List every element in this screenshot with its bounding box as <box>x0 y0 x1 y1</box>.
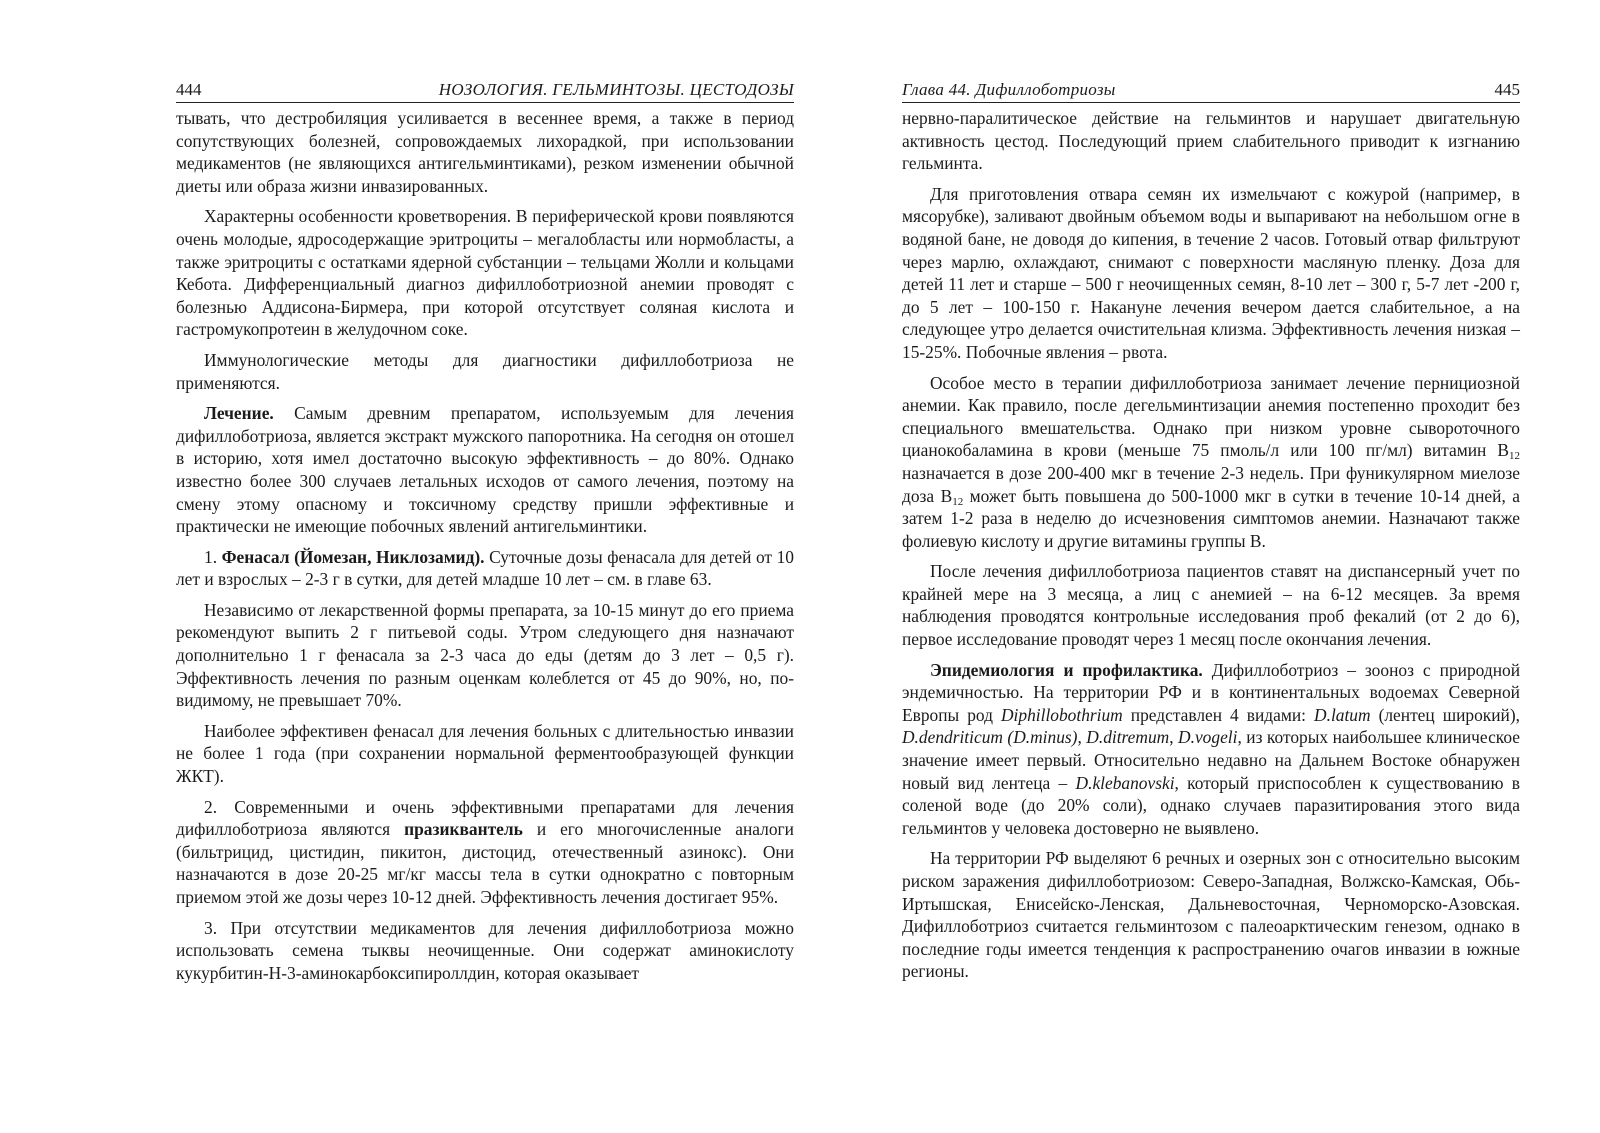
left-running-title: НОЗОЛОГИЯ. ГЕЛЬМИНТОЗЫ. ЦЕСТОДОЗЫ <box>438 80 794 99</box>
left-paragraph-3: Иммунологические методы для диагностики дифиллоботриоза не применяются. <box>176 349 794 393</box>
left-page-body <box>176 107 794 984</box>
right-paragraph-5: Эпидемиология и профилактика. Дифиллоботриоз – зооноз с природной эндемичностью. На территории РФ и в континентальных водоемах Северной Европы род Diphillobothrium представлен 4 видами: D.latum (лентец широкий), D.dendriticum (D.minus), D.ditremum, D.vogeli, из которых наибольшее клиническое значение имеет первый. Относительно недавно на Дальнем Востоке обнаружен новый вид лентеца – D.klebanovski, который приспособлен к существованию в соленой воде (до 20% соли), однако случаев паразитирования этого вида гельминтов у человека достоверно не выявлено. <box>902 659 1521 838</box>
right-page <box>902 76 1520 991</box>
left-paragraph-4: Лечение. Самым древним препаратом, используемым для лечения дифиллоботриоза, является экстракт мужского папоротника. На сегодня он отошел в историю, хотя имел достаточно высокую эффективность – до 80%. Однако известно более 300 случаев летальных исходов от самого лечения, поэтому на смену этому опасному и токсичному средству пришли эффективные и практически не имеющие побочных явлений антигельминтики. <box>176 403 794 537</box>
right-page-number: 445 <box>1494 80 1520 99</box>
right-running-head <box>902 76 1520 103</box>
right-paragraph-6: На территории РФ выделяют 6 речных и озерных зон с относительно высоким риском заражения дифиллоботриозом: Северо-Западная, Волжско-Камская, Обь-Иртышская, Енисейско-Ленская, Дальневосточная, Черноморско-Азовская. Дифиллоботриоз считается гельминтозом с палеоарктическим генезом, однако в последние годы имеется тенденция к распространению очагов инвазии в южные регионы. <box>902 848 1520 982</box>
right-paragraph-3: Особое место в терапии дифиллоботриоза занимает лечение пернициозной анемии. Как правило, после дегельминтизации анемия постепенно проходит без специального вмешательства. Однако при низком уровне сывороточного цианокобаламина в крови (меньше 75 пмоль/л или 100 пг/мл) витамин $B_{12}$ назначается в дозе 200-400 мкг в течение 2-3 недель. При фуникулярном миелозе доза $B_{12}$ может быть повышена до 500-1000 мкг в сутки в течение 10-14 дней, а затем 1-2 раза в неделю до исчезновения симптомов анемии. Назначают также фолиевую кислоту и другие витамины группы В. <box>902 372 1520 551</box>
left-page-number: 444 <box>176 80 202 99</box>
right-page-body <box>902 107 1520 983</box>
right-paragraph-1: нервно-паралитическое действие на гельминтов и нарушает двигательную активность цестод. Последующий прием слабительного приводит к изгнанию гельминта. <box>902 108 1520 174</box>
left-paragraph-8: 2. Современными и очень эффективными препаратами для лечения дифиллоботриоза являются празиквантель и его многочисленные аналоги (бильтрицид, цистидин, пикитон, дистоцид, отечественный азинокс). Они назначаются в дозе 20-25 мг/кг массы тела в сутки однократно с повторным приемом этой же дозы через 10-12 дней. Эффективность лечения достигает 95%. <box>176 796 794 907</box>
left-page <box>176 76 794 992</box>
right-paragraph-2: Для приготовления отвара семян их измельчают с кожурой (например, в мясорубке), заливают двойным объемом воды и выпаривают на небольшом огне в водяной бане, не доводя до кипения, в течение 2 часов. Готовый отвар фильтруют через марлю, охлаждают, снимают с поверхности масляную пленку. Доза для детей 11 лет и старше – 500 г неочищенных семян, 8-10 лет – 300 г, 5-7 лет -200 г, до 5 лет – 100-150 г. Накануне лечения вечером дается слабительное, а на следующее утро делается очистительная клизма. Эффективность лечения низкая – 15-25%. Побочные явления – рвота. <box>902 183 1520 362</box>
left-paragraph-6: Независимо от лекарственной формы препарата, за 10-15 минут до его приема рекомендуют выпить 2 г питьевой соды. Утром следующего дня назначают дополнительно 1 г фенасала за 2-3 часа до еды (детям до 3 лет – 0,5 г). Эффективность лечения по разным оценкам колеблется от 45 до 90%, но, по-видимому, не превышает 70%. <box>176 599 794 711</box>
left-paragraph-7: Наиболее эффективен фенасал для лечения больных с длительностью инвазии не более 1 года (при сохранении нормальной ферментообразующей функции ЖКТ). <box>176 720 794 787</box>
left-paragraph-2: Характерны особенности кроветворения. В периферической крови появляются очень молодые, ядросодержащие эритроциты – мегалобласты или нормобласты, а также эритроциты с остатками ядерной субстанции – тельцами Жолли и кольцами Кебота. Дифференциальный диагноз дифиллоботриозной анемии проводят с болезнью Аддисона-Бирмера, при которой отсутствует соляная кислота и гастромукопротеин в желудочном соке. <box>176 206 794 340</box>
right-paragraph-4: После лечения дифиллоботриоза пациентов ставят на диспансерный учет по крайней мере на 3 месяца, а лиц с анемией – на 6-12 месяцев. За время наблюдения проводятся контрольные исследования проб фекалий (от 2 до 6), первое исследование проводят через 1 месяц после окончания лечения. <box>902 561 1520 650</box>
left-paragraph-9: 3. При отсутствии медикаментов для лечения дифиллоботриоза можно использовать семена тыквы неочищенные. Они содержат аминокислоту кукурбитин-Н-3-аминокарбоксипироллдин, которая оказывает <box>176 917 794 983</box>
left-paragraph-1: тывать, что дестробиляция усиливается в весеннее время, а также в период сопутствующих болезней, сопровождаемых лихорадкой, при использовании медикаментов (не являющихся антигельминтиками), резком изменении обычной диеты или образа жизни инвазированных. <box>176 108 794 196</box>
right-running-title: Глава 44. Дифиллоботриозы <box>902 80 1116 99</box>
left-paragraph-5: 1. Фенасал (Йомезан, Никлозамид). Суточные дозы фенасала для детей от 10 лет и взрослых – 2-3 г в сутки, для детей младше 10 лет – см. в главе 63. <box>176 546 794 590</box>
left-running-head <box>176 76 794 103</box>
